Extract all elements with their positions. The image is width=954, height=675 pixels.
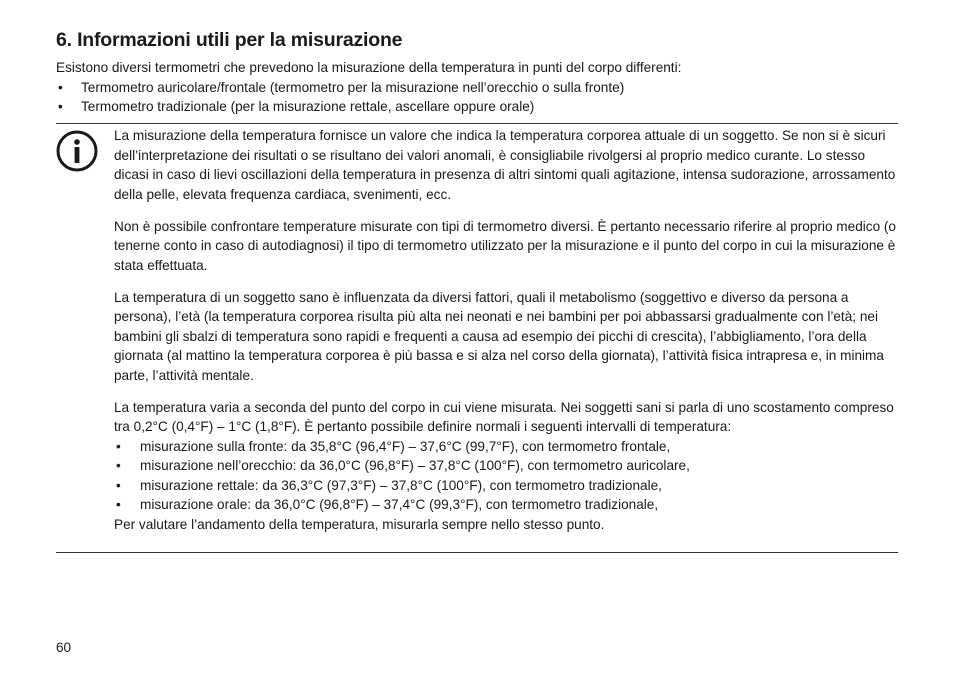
thermometer-type-list	[56, 78, 896, 117]
list-item: • Termometro auricolare/frontale (termometro per la misurazione nell’orecchio o sulla fronte)	[56, 78, 896, 98]
list-item: • Termometro tradizionale (per la misurazione rettale, ascellare oppure orale)	[56, 97, 896, 117]
info-text	[114, 126, 896, 534]
intro-section	[56, 58, 896, 117]
list-item: • misurazione sulla fronte: da 35,8°C (96,4°F) – 37,6°C (99,7°F), con termometro frontale,	[114, 437, 896, 457]
info-paragraph: La temperatura di un soggetto sano è influenzata da diversi fattori, quali il metabolismo (soggettivo e diverso da persona a persona), l’età (la temperatura corporea risulta più alta nei neonati e nei bambini per poi abbassarsi gradualmente con l’età; nei bambini gli sbalzi di temperatura sono rapidi e frequenti a causa ad esempio dei picchi di crescita), l’abbigliamento, l’ora della giornata (al mattino la temperatura corporea è più bassa e si alza nel corso della giornata), l’attività fisica intrapresa e, in minima parte, l’attività mentale.	[114, 289, 884, 383]
list-item: • misurazione rettale: da 36,3°C (97,3°F) – 37,8°C (100°F), con termometro tradizionale,	[114, 476, 896, 496]
list-item: • misurazione orale: da 36,0°C (96,8°F) – 37,4°C (99,3°F), con termometro tradizionale,	[114, 495, 896, 515]
info-paragraph: Non è possibile confrontare temperature misurate con tipi di termometro diversi. È pertanto necessario riferire al proprio medico (o tenerne conto in caso di autodiagnosi) il tipo di termometro utilizzato per la misurazione e il punto del corpo in cui la misurazione è stata effettuata.	[114, 218, 896, 273]
info-paragraph: La temperatura varia a seconda del punto del corpo in cui viene misurata. Nei soggetti sani si parla di uno scostamento compreso tra 0,2°C (0,4°F) – 1°C (1,8°F). È pertanto possibile definire normali i seguenti intervalli di temperatura:	[114, 399, 894, 434]
section-title: 6. Informazioni utili per la misurazione	[56, 29, 403, 51]
intro-text: Esistono diversi termometri che prevedono la misurazione della temperatura in punti del corpo differenti:	[56, 60, 682, 75]
info-box	[56, 123, 898, 553]
list-item: • misurazione nell’orecchio: da 36,0°C (96,8°F) – 37,8°C (100°F), con termometro auricolare,	[114, 456, 896, 476]
closing-note: Per valutare l’andamento della temperatura, misurarla sempre nello stesso punto.	[114, 516, 605, 532]
page-number: 60	[56, 640, 72, 655]
temperature-range-list	[114, 437, 896, 515]
info-paragraph: La misurazione della temperatura fornisce un valore che indica la temperatura corporea attuale di un soggetto. Se non si è sicuri dell’interpretazione dei risultati o se risultano dei valori anomali, è consigliabile rivolgersi al proprio medico curante. Lo stesso dicasi in caso di lievi oscillazioni della temperatura in presenza di altri sintomi quali agitazione, intensa sudorazione, arrossamento della pelle, elevata frequenza cardiaca, svenimenti, ecc.	[114, 128, 896, 202]
info-icon	[56, 130, 98, 177]
